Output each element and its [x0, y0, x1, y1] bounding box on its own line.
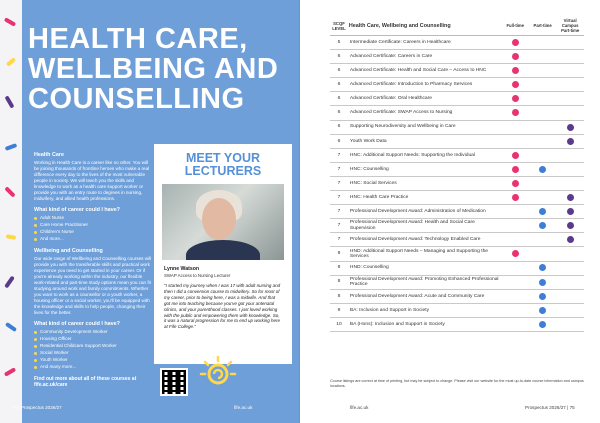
find-out-more-text: Find out more about all of these courses at	[34, 376, 137, 382]
part-time-cell	[529, 120, 556, 134]
row-level: 6	[330, 78, 348, 92]
part-time-cell	[529, 106, 556, 120]
full-time-cell	[502, 233, 529, 247]
row-course-name[interactable]: Advanced Certificate: Introduction to Pharmacy Services	[348, 78, 502, 92]
row-level: 7	[330, 205, 348, 219]
full-time-cell	[502, 219, 529, 233]
table-row	[330, 120, 584, 134]
virtual-campus-cell	[556, 176, 584, 190]
part-time-cell	[529, 134, 556, 148]
virtual-campus-cell	[556, 205, 584, 219]
part-time-cell	[529, 36, 556, 50]
full-time-cell	[502, 303, 529, 317]
part-time-cell	[529, 219, 556, 233]
table-row	[330, 261, 584, 275]
table-row	[330, 191, 584, 205]
list-item: Care Home Practitioner	[40, 222, 152, 228]
full-time-cell	[502, 92, 529, 106]
table-row	[330, 247, 584, 261]
part-time-cell	[529, 148, 556, 162]
table-header-row	[330, 16, 584, 36]
right-page	[300, 0, 600, 423]
part-time-cell	[529, 247, 556, 261]
title-line-3: COUNSELLING	[28, 83, 245, 115]
row-course-name[interactable]: Supporting Neurodiversity and Wellbeing in Care	[348, 120, 502, 134]
virtual-campus-cell	[556, 191, 584, 205]
row-level: 7	[330, 162, 348, 176]
part-time-dot-icon	[539, 166, 546, 173]
row-level: 8	[330, 275, 348, 289]
full-time-cell	[502, 261, 529, 275]
virtual-campus-dot-icon	[567, 222, 574, 229]
full-time-dot-icon	[512, 250, 519, 257]
table-row	[330, 92, 584, 106]
table-row	[330, 205, 584, 219]
row-course-name[interactable]: Professional Development Award: Technology Enabled Care	[348, 233, 502, 247]
part-time-dot-icon	[539, 264, 546, 271]
virtual-campus-cell	[556, 36, 584, 50]
full-time-cell	[502, 148, 529, 162]
row-course-name[interactable]: HND: Additional Support Needs – Managing and Supporting the Services	[348, 247, 502, 261]
row-level: 7	[330, 148, 348, 162]
virtual-campus-cell	[556, 64, 584, 78]
full-time-dot-icon	[512, 194, 519, 201]
row-course-name[interactable]: HNC: Additional Support Needs: Supporting the Individual	[348, 148, 502, 162]
virtual-campus-cell	[556, 317, 584, 331]
part-time-dot-icon	[539, 279, 546, 286]
row-course-name[interactable]: Advanced Certificate: Careers in Care	[348, 50, 502, 64]
virtual-campus-cell	[556, 50, 584, 64]
lecturer-quote: "I started my journey when I was 17 with adult nursing and then I did a conversion course to midwifery. So for most of my career, prior to being here, I was a midwife. And that got me into teaching because you've got your antenatal clinics, and your parenthood classes. I just loved working with the public and empowering them with knowledge. So, it was a natural progression for me to end up working here at Fife College."	[164, 283, 281, 330]
list-item: Youth Worker	[40, 357, 152, 363]
row-level: 7	[330, 219, 348, 233]
full-time-dot-icon	[512, 39, 519, 46]
right-footer-url[interactable]: fife.ac.uk	[350, 405, 369, 410]
table-row	[330, 275, 584, 289]
row-course-name[interactable]: Advanced Certificate: SWAP Access to Nursing	[348, 106, 502, 120]
virtual-campus-cell	[556, 148, 584, 162]
career-list-2	[34, 329, 152, 370]
full-time-cell	[502, 247, 529, 261]
part-time-dot-icon	[539, 321, 546, 328]
row-level: 5	[330, 36, 348, 50]
part-time-cell	[529, 176, 556, 190]
table-row	[330, 289, 584, 303]
lecturer-name: Lynne Watson	[164, 266, 200, 272]
qr-code-icon[interactable]	[160, 368, 188, 396]
full-time-cell	[502, 64, 529, 78]
row-course-name[interactable]: HND: Counselling	[348, 261, 502, 275]
row-level: 8	[330, 247, 348, 261]
wellbeing-body: Our wide range of Wellbeing and Counselling courses will provide you with the transferable skills and practical work experience you need to get started in your career. Or if you're already working within the industry, our flexible work-related and part-time study options mean you can fit studying around work and family commitments. Whether you want to work as a counsellor or a youth worker, a housing officer or a social worker, you'll be equipped with the knowledge and skills to help people, changing their lives for the better.	[34, 256, 152, 315]
part-time-dot-icon	[539, 222, 546, 229]
intro-column	[34, 152, 152, 388]
table-row	[330, 162, 584, 176]
left-footer-page: 74 | Prospectus 2026/27	[12, 405, 62, 410]
lecturer-photo	[162, 184, 284, 260]
part-time-cell	[529, 261, 556, 275]
full-time-dot-icon	[512, 109, 519, 116]
find-out-more	[34, 376, 152, 388]
list-item: Adult Nurse	[40, 215, 152, 221]
virtual-campus-cell	[556, 219, 584, 233]
part-time-cell	[529, 289, 556, 303]
part-time-cell	[529, 303, 556, 317]
list-item: Housing Officer	[40, 336, 152, 342]
row-level: 6	[330, 50, 348, 64]
virtual-campus-cell	[556, 92, 584, 106]
part-time-cell	[529, 191, 556, 205]
row-course-name[interactable]: Youth Work Data	[348, 134, 502, 148]
table-row	[330, 36, 584, 50]
meet-lecturers-card	[154, 144, 292, 364]
header-level: SCQF LEVEL	[330, 16, 348, 36]
row-level: 7	[330, 191, 348, 205]
table-row	[330, 233, 584, 247]
full-time-cell	[502, 176, 529, 190]
full-time-dot-icon	[512, 152, 519, 159]
table-row	[330, 148, 584, 162]
row-level: 10	[330, 317, 348, 331]
full-time-cell	[502, 275, 529, 289]
row-level: 8	[330, 289, 348, 303]
sun-swirl-icon	[198, 352, 238, 392]
row-course-name[interactable]: Intermediate Certificate: Careers in Healthcare	[348, 36, 502, 50]
part-time-cell	[529, 233, 556, 247]
row-course-name[interactable]: Professional Development Award: Acute and Community Care	[348, 289, 502, 303]
health-care-body: Working in Health Care is a career like no other. You will be joining thousands of frontline heroes who make a real difference every day to the lives of the most vulnerable people in society. We will teach you the skills and knowledge to work as a health care support worker or provide you with an entry route to degrees in nursing, midwifery, and allied health professions.	[34, 160, 150, 201]
table-row	[330, 134, 584, 148]
list-item: Children's Nurse	[40, 229, 152, 235]
career-question-2: What kind of career could I have?	[34, 321, 120, 327]
row-level: 6	[330, 106, 348, 120]
full-time-dot-icon	[512, 67, 519, 74]
row-course-name[interactable]: HNC: Counselling	[348, 162, 502, 176]
full-time-cell	[502, 317, 529, 331]
row-level: 7	[330, 176, 348, 190]
table-row	[330, 50, 584, 64]
title-line-1: HEALTH CARE,	[28, 23, 248, 55]
table-row	[330, 106, 584, 120]
virtual-campus-dot-icon	[567, 236, 574, 243]
decorative-confetti-edge	[0, 0, 22, 423]
part-time-cell	[529, 92, 556, 106]
row-level: 6	[330, 120, 348, 134]
virtual-campus-cell	[556, 289, 584, 303]
row-level: 6	[330, 134, 348, 148]
row-level: 6	[330, 64, 348, 78]
list-item: Social Worker	[40, 350, 152, 356]
card-heading-line-2: LECTURERS	[184, 164, 262, 178]
header-programme: Health Care, Wellbeing and Counselling	[348, 16, 502, 36]
row-course-name[interactable]: Advanced Certificate: Health and Social Care – Access to HNC	[348, 64, 502, 78]
part-time-dot-icon	[539, 293, 546, 300]
title-line-2: WELLBEING AND	[28, 53, 279, 85]
card-heading	[154, 152, 292, 178]
list-item: Residential Childcare Support Worker	[40, 343, 152, 349]
table-row	[330, 78, 584, 92]
career-question-1: What kind of career could I have?	[34, 207, 120, 213]
full-time-dot-icon	[512, 81, 519, 88]
virtual-campus-dot-icon	[567, 124, 574, 131]
list-item: And more...	[40, 236, 152, 242]
list-item: And many more...	[40, 364, 152, 370]
row-course-name[interactable]: Professional Development Award: Health and Social Care Supervision	[348, 219, 502, 233]
career-list-1	[34, 215, 152, 242]
part-time-cell	[529, 162, 556, 176]
table-row	[330, 219, 584, 233]
table-row	[330, 317, 584, 331]
full-time-dot-icon	[512, 180, 519, 187]
full-time-dot-icon	[512, 53, 519, 60]
header-virtual-campus: Virtual Campus Part-time	[556, 16, 584, 36]
virtual-campus-cell	[556, 247, 584, 261]
full-time-cell	[502, 134, 529, 148]
header-full-time: Full-time	[502, 16, 529, 36]
virtual-campus-cell	[556, 261, 584, 275]
table-row	[330, 176, 584, 190]
row-level: 9	[330, 303, 348, 317]
row-course-name[interactable]: BA: Inclusion and Support in Society	[348, 303, 502, 317]
part-time-dot-icon	[539, 208, 546, 215]
header-part-time: Part-time	[529, 16, 556, 36]
full-time-cell	[502, 106, 529, 120]
row-course-name[interactable]: Advanced Certificate: Oral Healthcare	[348, 92, 502, 106]
full-time-cell	[502, 191, 529, 205]
right-footer-page: Prospectus 2026/27 | 75	[525, 405, 575, 410]
virtual-campus-dot-icon	[567, 194, 574, 201]
full-time-cell	[502, 289, 529, 303]
part-time-cell	[529, 317, 556, 331]
left-footer-url[interactable]: fife.ac.uk	[234, 405, 253, 410]
card-heading-line-1: MEET YOUR	[185, 151, 261, 165]
row-course-name[interactable]: BA (Hons): Inclusion and Support in Society	[348, 317, 502, 331]
row-level: 6	[330, 92, 348, 106]
virtual-campus-cell	[556, 78, 584, 92]
virtual-campus-cell	[556, 106, 584, 120]
care-link[interactable]: fife.ac.uk/care	[34, 382, 68, 389]
virtual-campus-cell	[556, 162, 584, 176]
full-time-dot-icon	[512, 166, 519, 173]
full-time-cell	[502, 205, 529, 219]
full-time-cell	[502, 162, 529, 176]
virtual-campus-dot-icon	[567, 138, 574, 145]
row-course-name[interactable]: HNC: Health Care Practice	[348, 191, 502, 205]
course-table	[330, 16, 584, 332]
page-title	[28, 24, 290, 114]
wellbeing-heading: Wellbeing and Counselling	[34, 248, 103, 254]
virtual-campus-cell	[556, 275, 584, 289]
health-care-heading: Health Care	[34, 152, 64, 158]
full-time-cell	[502, 36, 529, 50]
full-time-cell	[502, 120, 529, 134]
row-course-name[interactable]: Professional Development Award: Promoting Enhanced Professional Practice	[348, 275, 502, 289]
virtual-campus-cell	[556, 134, 584, 148]
part-time-cell	[529, 78, 556, 92]
list-item: Community Development Worker	[40, 329, 152, 335]
part-time-cell	[529, 205, 556, 219]
virtual-campus-dot-icon	[567, 208, 574, 215]
full-time-cell	[502, 50, 529, 64]
row-level: 7	[330, 233, 348, 247]
virtual-campus-cell	[556, 233, 584, 247]
row-level: 8	[330, 261, 348, 275]
part-time-dot-icon	[539, 307, 546, 314]
virtual-campus-cell	[556, 120, 584, 134]
lecturer-role: SWAP Access to Nursing Lecturer	[164, 273, 231, 278]
part-time-cell	[529, 275, 556, 289]
table-row	[330, 64, 584, 78]
virtual-campus-cell	[556, 303, 584, 317]
full-time-dot-icon	[512, 95, 519, 102]
table-row	[330, 303, 584, 317]
row-course-name[interactable]: HNC: Social Services	[348, 176, 502, 190]
row-course-name[interactable]: Professional Development Award: Administration of Medication	[348, 205, 502, 219]
disclaimer-note: Course listings are correct at time of printing, but may be subject to change. Please visit our website for the most up-to-date course information and campus locations.	[330, 379, 584, 388]
part-time-cell	[529, 64, 556, 78]
part-time-cell	[529, 50, 556, 64]
full-time-cell	[502, 78, 529, 92]
